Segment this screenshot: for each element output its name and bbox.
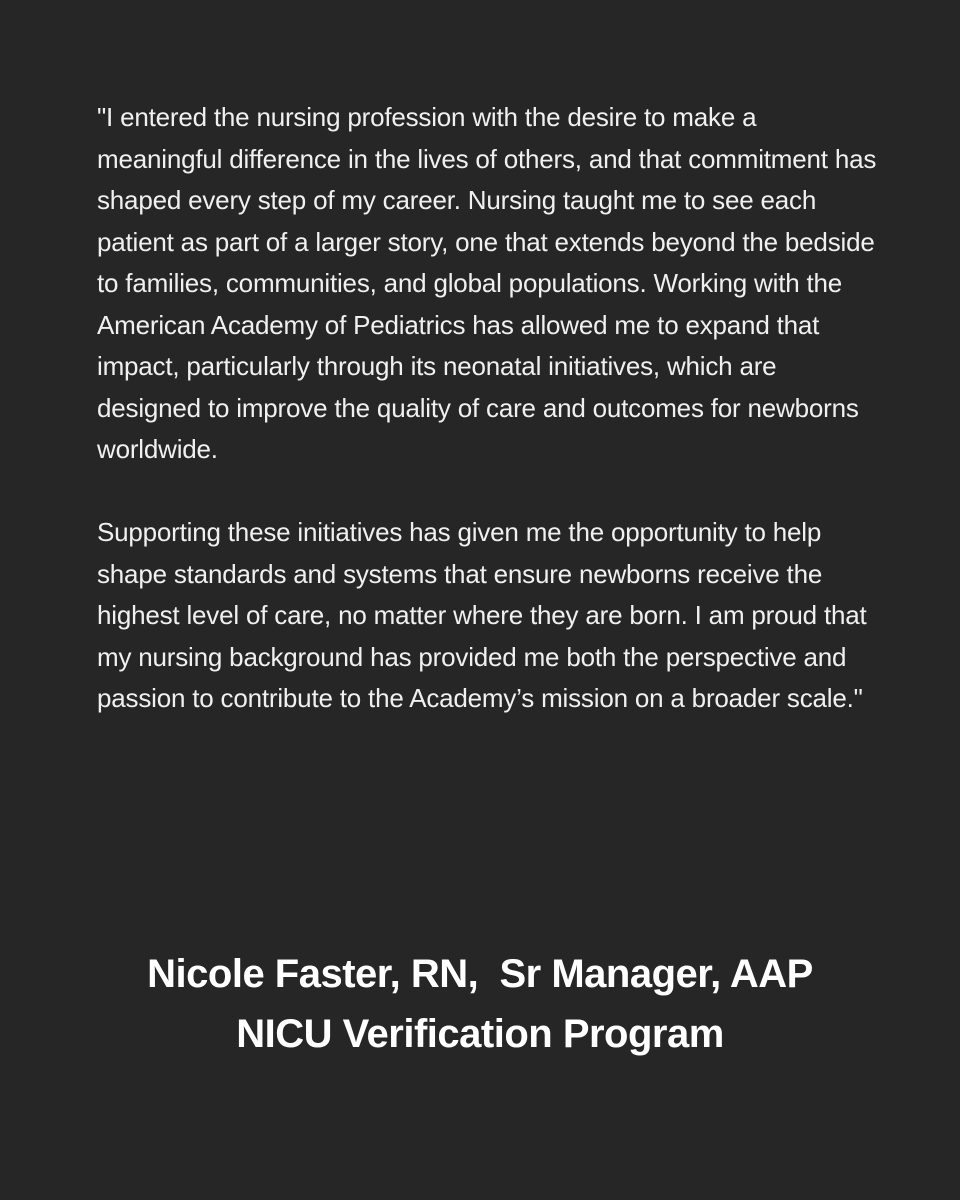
- quote-attribution: [0, 944, 960, 1064]
- attribution-program: NICU Verification Program: [236, 1012, 724, 1056]
- quote-paragraph-1: "I entered the nursing profession with the desire to make a meaningful difference in the lives of others, and that commitment has shaped every step of my career. Nursing taught me to see each patient as part of a larger story, one that extends beyond the bedside to families, communities, and global populations. Working with the American Academy of Pediatrics has allowed me to expand that impact, particularly through its neonatal initiatives, which are designed to improve the quality of care and outcomes for newborns worldwide.: [97, 102, 877, 464]
- attribution-name-title: Nicole Faster, RN, Sr Manager, AAP: [147, 952, 813, 996]
- testimonial-quote: [97, 97, 887, 720]
- quote-paragraph-2: Supporting these initiatives has given me the opportunity to help shape standards and systems that ensure newborns receive the highest level of care, no matter where they are born. I am proud that my nursing background has provided me both the perspective and passion to contribute to the Academy’s mission on a broader scale.": [97, 517, 867, 713]
